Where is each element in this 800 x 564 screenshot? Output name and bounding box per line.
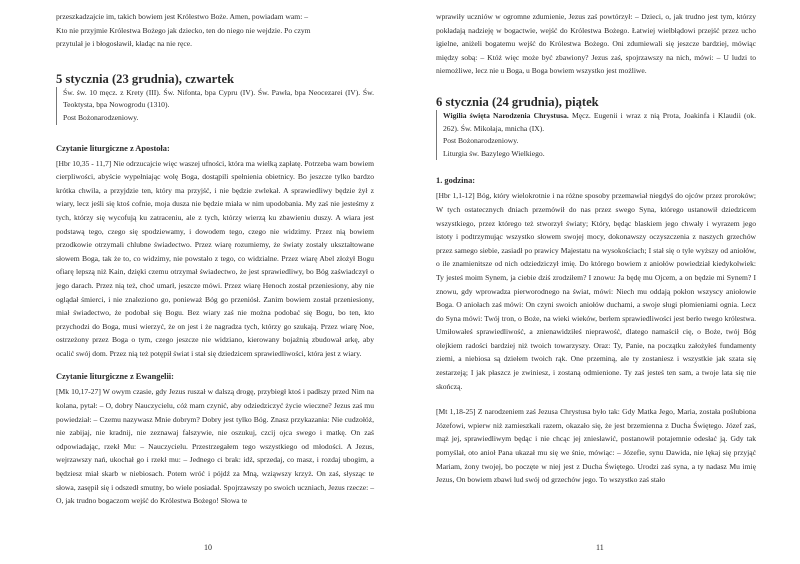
saints-line: Liturgia św. Bazylego Wielkiego. xyxy=(443,148,545,158)
intro-text: wprawiły uczniów w ogromne zdumienie, Jezus zaś powtórzył: – Dzieci, o, jak trudno jest tym, którzy pokładają nadzieję w bogactwie, wejść do Królestwa Bożego. Łatwiej wielbłądowi przejść przez ucho igielne, aniżeli bogatemu wejść do Królestwa Bożego. Oni zdumiewali się jeszcze bardziej, mówiąc między sobą: – Któż więc może być zbawiony? Jezus zaś, spojrzawszy na nich, mówi: – U ludzi to niemożliwe, lecz nie u Boga, u Boga bowiem wszystko jest możliwe. xyxy=(436,12,756,76)
hour-heading: 1. godzina: xyxy=(436,176,476,186)
day-heading: 6 stycznia (24 grudnia), piątek xyxy=(436,94,599,109)
gospel-reading-text: [Mk 10,17-27] W owym czasie, gdy Jezus ruszał w dalszą drogę, przybiegł ktoś i padłszy przed Nim na kolana, pytał: – O, dobry Nauczycielu, cóż mam czynić, aby odziedziczyć życie wieczne? Jezus zaś mu powiedział: – Czemu nazywasz Mnie dobrym? Dobry jest tylko Bóg. Znasz przykazania: Nie cudzołóż, nie zabijaj, nie kradnij, nie zeznawaj fałszywie, nie oszukuj, czcij ojca swego i matkę. On zaś odpowiadając, rzekł Mu: – Nauczycielu. Przestrzegałem tego wszystkiego od młodości. A Jezus, wejrzawszy nań, ukochał go i rzekł mu: – Jednego ci brak: idź, sprzedaj, co masz, i rozdaj ubogim, a będziesz miał skarb w niebiosach. Potem wróć i pójdź za Mną, wziąwszy krzyż. On zaś, słysząc te słowa, zasępił się i odszedł smutny, bo wiele posiadał. Spojrzawszy po swoich uczniach, Jezus rzecze: – O, jak trudno bogaczom wejść do Królestwa Bożego! Słowa te xyxy=(56,387,374,506)
saints-text: Męcz. Eugenii i wraz z nią Prota, Joakinfa i Klaudii (ok. 262). Św. Mikołaja, mnicha (IX). xyxy=(443,110,756,133)
saints-line: Post Bożonarodzeniowy. xyxy=(63,112,139,122)
matthew-reading-text: [Mt 1,18-25] Z narodzeniem zaś Jezusa Chrystusa było tak: Gdy Matka Jego, Maria, została poślubiona Józefowi, wpierw niż zamieszkali razem, okazało się, że jest brzemienna z Ducha Świętego. Józef zaś, mąż jej, sprawiedliwym będąc i nie chcąc jej zniesławić, postanowił potajemnie odesłać ją. Gdy tak pomyślał, oto anioł Pana ukazał mu się we śnie, mówiąc: – Józefie, synu Dawida, nie lękaj się przyjąć Mariam, żony twojej, bo poczęte w niej jest z Ducha Świętego. Urodzi zaś syna, a ty nadasz Mu imię Jezus, On bowiem zbawi lud swój od grzechów jego. To wszystko zaś stało xyxy=(436,407,756,485)
page-number: 10 xyxy=(204,543,212,552)
saints-line: Św. św. 10 męcz. z Krety (III). Św. Nifonta, bpa Cypru (IV). Św. Pawła, bpa Neocezarei (IV). Św. Teoktysta, bpa Nowogrodu (1310). xyxy=(63,87,374,110)
vigil-title: Wigilia święta Narodzenia Chrystusa. xyxy=(443,110,569,120)
saints-line xyxy=(443,110,756,135)
day-heading: 5 stycznia (23 grudnia), czwartek xyxy=(56,71,235,86)
gospel-reading-heading: Czytanie liturgiczne z Ewangelii: xyxy=(56,372,174,382)
right-page xyxy=(400,0,800,564)
intro-line: przytulał je i błogosławił, kładąc na nie ręce. xyxy=(56,39,193,49)
saints-block xyxy=(436,110,756,160)
apostle-reading-text: [Hbr 10,35 - 11,7] Nie odrzucajcie więc waszej ufności, która ma wielką zapłatę. Potrzeba wam bowiem cierpliwości, abyście wypełniając wolę Boga, dostąpili spełnienia obietnicy. Bo jeszcze tylko bardzo krótka chwila, a przyjdzie ten, który ma przyjść, i nie będzie zwlekał. A sprawiedliwy będzie żył z wiary, lecz jeśli się ktoś cofnie, moja dusza nie będzie miała w nim upodobania. My zaś nie jesteśmy z tych, którzy się wycofują ku zatraceniu, ale z tych, którzy wierzą ku zbawieniu duszy. A wiara jest podstawą tego, czego się spodziewamy, i dowodem tego, czego nie widzimy. Przez nią bowiem przodkowie otrzymali chlubne świadectwo. Przez wiarę rozumiemy, że światy zostały ukształtowane słowem Boga, tak że to, co widzimy, nie powstało z tego, co widzialne. Przez wiarę Abel złożył Bogu ofiarę lepszą niż Kain, dzięki czemu otrzymał świadectwo, że jest sprawiedliwy, bo Bóg zaświadczył o jego darach. Przez nią też, choć umarł, jeszcze mówi. Przez wiarę Henoch został przeniesiony, aby nie oglądał śmierci, i nie znaleziono go, ponieważ Bóg go przeniósł. Zanim bowiem został przeniesiony, miał świadectwo, że podobał się Bogu. Bez wiary zaś nie można podobać się Bogu, bo ten, kto przychodzi do Boga, musi wierzyć, że on jest i że nagradza tych, którzy go szukają. Przez wiarę Noe, ostrzeżony przez Boga o tym, czego jeszcze nie widziano, kierowany bojaźnią zbudował arkę, aby ocalić swój dom. Przez nią też potępił świat i stał się dziedzicem sprawiedliwości, która jest z wiary. xyxy=(56,158,374,358)
intro-line: Kto nie przyjmie Królestwa Bożego jak dziecko, ten do niego nie wejdzie. Po czym xyxy=(56,25,311,35)
page-number: 11 xyxy=(596,543,604,552)
apostle-reading-heading: Czytanie liturgiczne z Apostoła: xyxy=(56,143,170,153)
intro-line: przeszkadzajcie im, takich bowiem jest Królestwo Boże. Amen, powiadam wam: – xyxy=(56,12,308,21)
hebrews-reading-text: [Hbr 1,1-12] Bóg, który wielokrotnie i na różne sposoby przemawiał niegdyś do ojców przez proroków; W tych ostatecznych dniach przemówił do nas przez swego Syna, którego ustanowił dziedzicem wszystkiego, przez którego też stworzył światy; Który, będąc blaskiem jego chwały i wyrazem jego istoty i podtrzymując wszystko słowem swojej mocy, dokonawszy oczyszczenia z naszych grzechów przez samego siebie, zasiadł po prawicy Majestatu na wysokościach; I stał się o tyle wyższy od aniołów, o ile znamienitsze od nich odziedziczył imię. Do którego bowiem z aniołów powiedział kiedykolwiek: Ty jesteś moim Synem, ja ciebie dziś zrodziłem? I znowu: Ja będę mu Ojcem, a on będzie mi Synem? I znowu, gdy wprowadza pierworodnego na świat, mówi: Niech mu oddają pokłon wszyscy aniołowie Boga. O aniołach zaś mówi: On czyni swoich aniołów duchami, a swoje sługi płomieniami ognia. Lecz do Syna mówi: Twój tron, o Boże, na wieki wieków, berłem sprawiedliwości jest berło twego królestwa. Umiłowałeś sprawiedliwość, a znienawidziłeś nieprawość, dlatego namaścił cię, o Boże, twój Bóg olejkiem radości bardziej niż twoich towarzyszy. Oraz: Ty, Panie, na początku założyłeś fundamenty ziemi, a niebiosa są dziełem twoich rąk. One przeminą, ale ty zostaniesz i wszystkie jak szata się zestarzeją; I jak płaszcz je zwiniesz, i zostaną odmienione. Ty zaś jesteś ten sam, a twoje lata się nie skończą. xyxy=(436,191,756,391)
saints-block xyxy=(56,87,374,125)
saints-line: Post Bożonarodzeniowy. xyxy=(443,136,519,146)
